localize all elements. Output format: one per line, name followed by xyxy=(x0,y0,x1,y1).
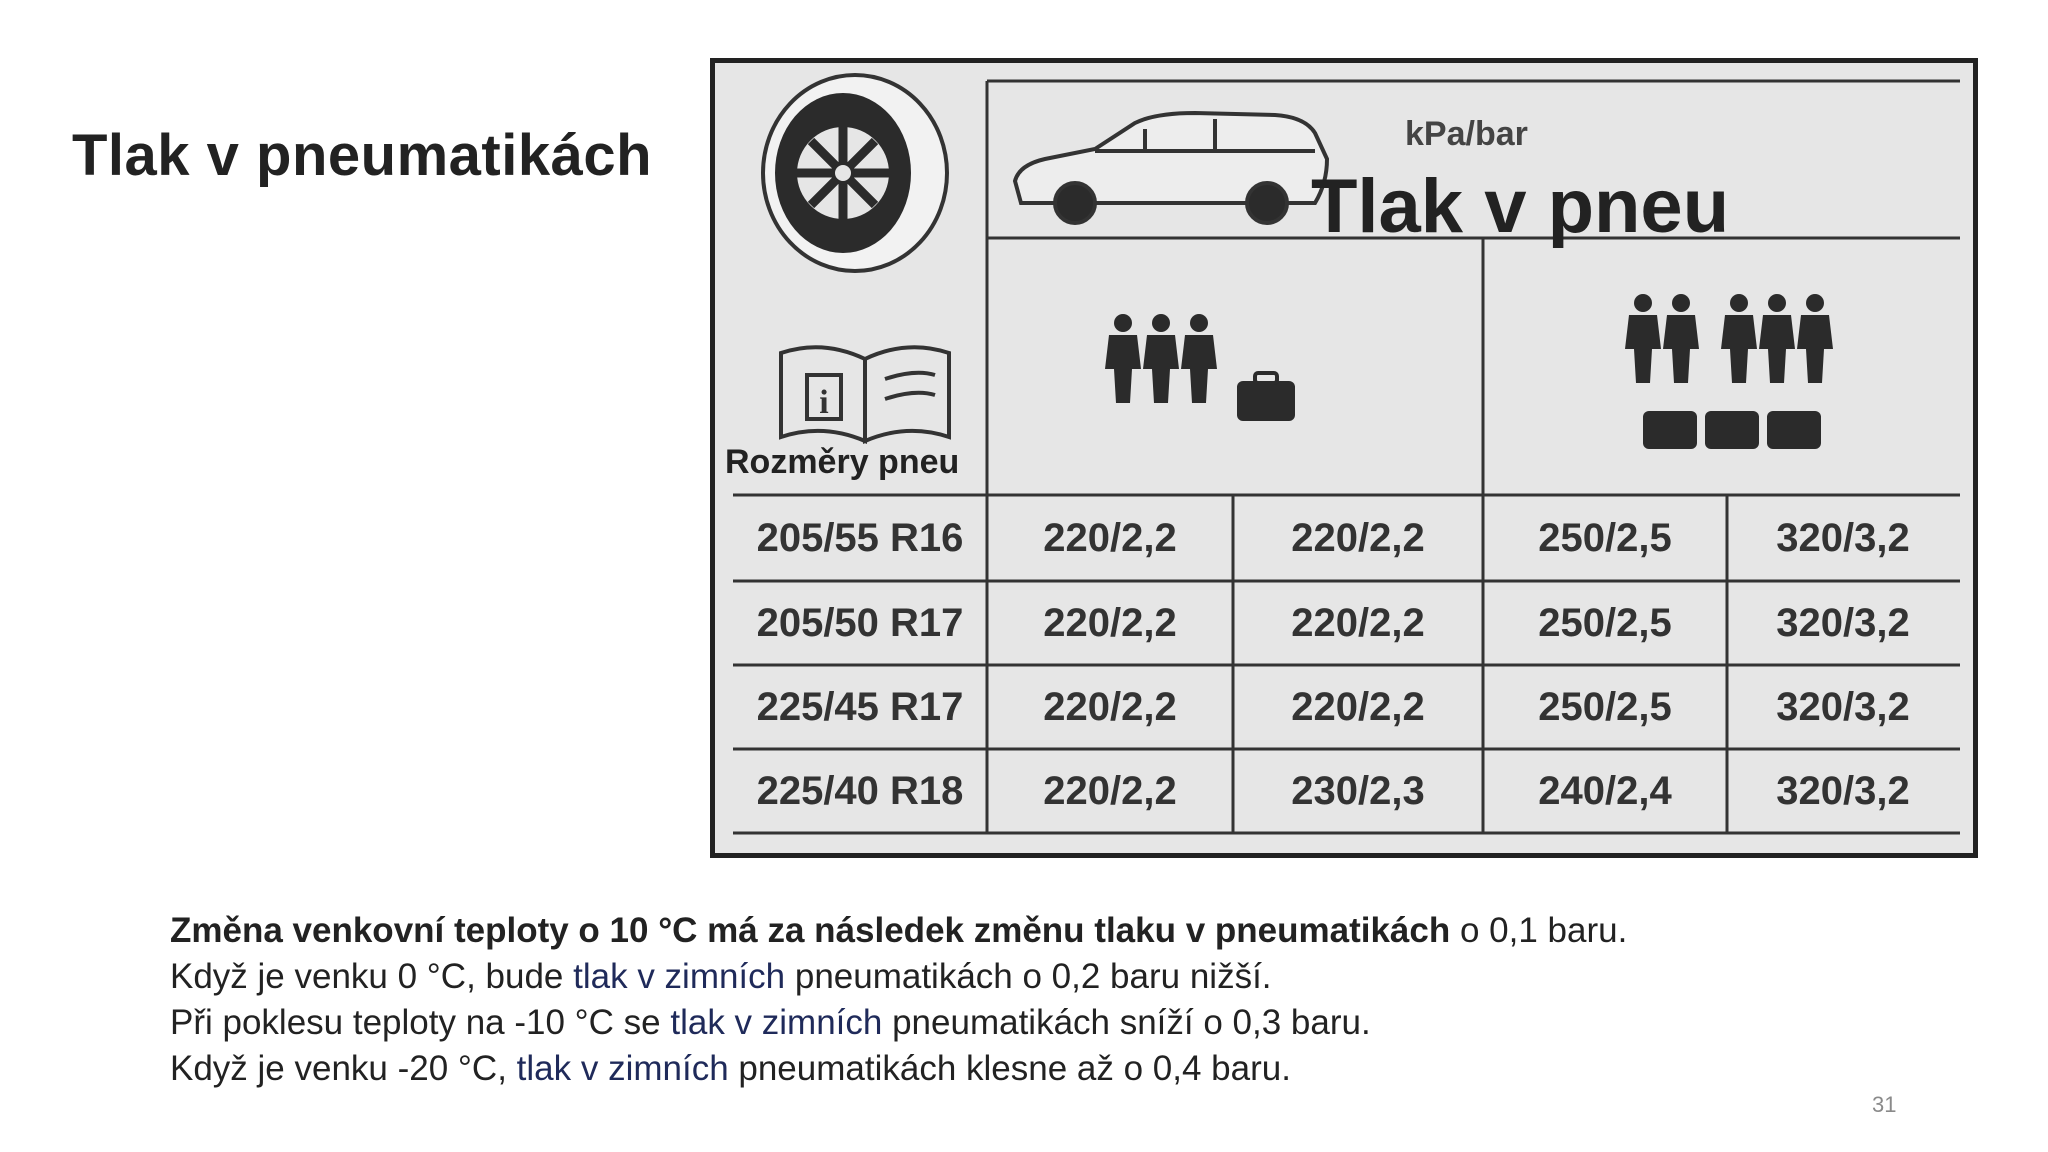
temperature-notes xyxy=(170,908,1627,1092)
manual-book-icon xyxy=(781,347,949,441)
note-line-4-highlight: tlak v zimních xyxy=(516,1049,729,1088)
placard-overlay-title: Tlak v pneu xyxy=(1311,164,1730,249)
pressure-cell: 320/3,2 xyxy=(1776,516,1910,560)
car-icon xyxy=(1015,113,1327,223)
pressure-cell: 220/2,2 xyxy=(1043,685,1177,729)
pressure-cell: 220/2,2 xyxy=(1043,516,1177,560)
note-line-4-a: Když je venku -20 °C, xyxy=(170,1049,517,1088)
note-line-4 xyxy=(170,1046,1627,1092)
pressure-cell: 320/3,2 xyxy=(1776,685,1910,729)
pressure-cell: 220/2,2 xyxy=(1043,769,1177,813)
three-persons-icon xyxy=(1105,314,1217,403)
pressure-cell: 250/2,5 xyxy=(1538,685,1672,729)
tire-dimensions-label: Rozměry pneu xyxy=(725,443,960,481)
pressure-cell: 240/2,4 xyxy=(1538,769,1672,813)
note-line-3 xyxy=(170,1000,1627,1046)
tire-size-cell: 225/45 R17 xyxy=(756,685,964,729)
pressure-cell: 230/2,3 xyxy=(1291,769,1425,813)
note-line-2-highlight: tlak v zimních xyxy=(573,957,786,996)
note-line-2-c: pneumatikách o 0,2 baru nižší. xyxy=(785,957,1272,996)
five-persons-icon xyxy=(1625,294,1833,383)
note-line-4-c: pneumatikách klesne až o 0,4 baru. xyxy=(728,1049,1291,1088)
note-line-1 xyxy=(170,908,1627,954)
slide-title: Tlak v pneumatikách xyxy=(72,123,653,188)
tire-size-cell: 225/40 R18 xyxy=(756,769,964,813)
note-line-3-a: Při poklesu teploty na -10 °C se xyxy=(170,1003,671,1042)
pressure-cell: 220/2,2 xyxy=(1291,685,1425,729)
unit-label: kPa/bar xyxy=(1405,115,1528,153)
note-line-1-bold: Změna venkovní teploty o 10 °C má za následek změnu tlaku v pneumatikách xyxy=(170,911,1451,950)
note-line-1-rest: o 0,1 baru. xyxy=(1450,911,1628,950)
tire-icon xyxy=(763,75,947,271)
page-number: 31 xyxy=(1872,1092,1897,1117)
pressure-cell: 220/2,2 xyxy=(1291,601,1425,645)
pressure-cell: 320/3,2 xyxy=(1776,601,1910,645)
pressure-cell: 250/2,5 xyxy=(1538,516,1672,560)
note-line-3-c: pneumatikách sníží o 0,3 baru. xyxy=(882,1003,1371,1042)
pressure-cell: 320/3,2 xyxy=(1776,769,1910,813)
pressure-cell: 220/2,2 xyxy=(1043,601,1177,645)
tire-pressure-placard xyxy=(710,58,1978,858)
note-line-2-a: Když je venku 0 °C, bude xyxy=(170,957,574,996)
tire-size-cell: 205/50 R17 xyxy=(756,601,964,645)
note-line-3-highlight: tlak v zimních xyxy=(670,1003,883,1042)
pressure-cell: 250/2,5 xyxy=(1538,601,1672,645)
tire-size-cell: 205/55 R16 xyxy=(756,516,964,560)
one-suitcase-icon xyxy=(1237,373,1295,421)
svg-text:i: i xyxy=(819,384,829,421)
pressure-cell: 220/2,2 xyxy=(1291,516,1425,560)
three-suitcases-icon xyxy=(1643,411,1821,449)
note-line-2 xyxy=(170,954,1627,1000)
